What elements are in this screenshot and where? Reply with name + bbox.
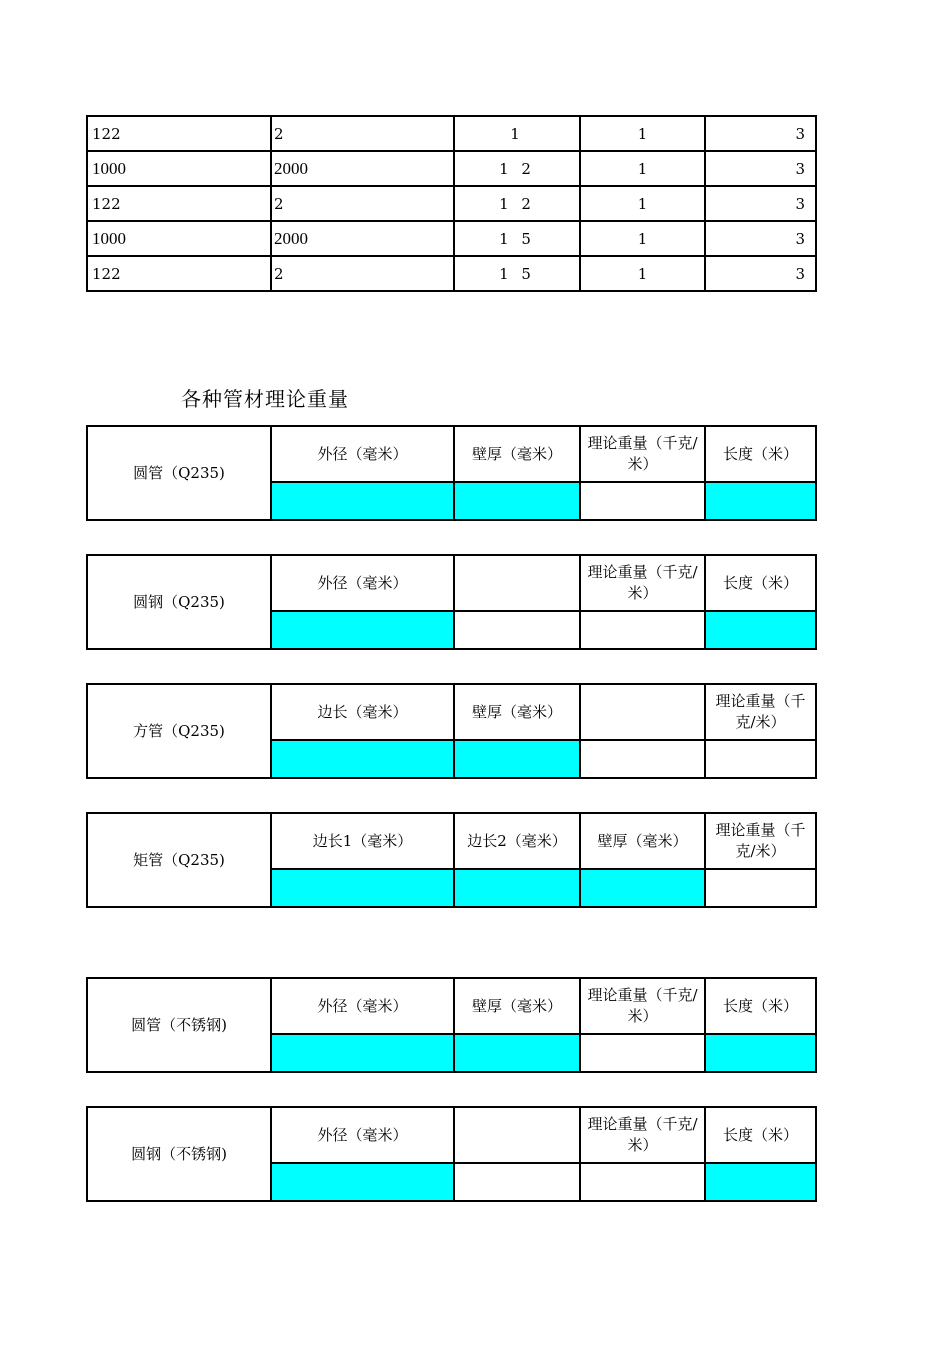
table-cell[interactable]: 3 xyxy=(705,186,816,221)
header-cell: 壁厚（毫米） xyxy=(454,978,580,1034)
table-cell[interactable]: 1 xyxy=(580,186,705,221)
header-cell: 理论重量（千克/米） xyxy=(580,978,705,1034)
table-cell[interactable]: 2 xyxy=(271,186,454,221)
input-cell[interactable] xyxy=(705,482,816,520)
empty-cell xyxy=(580,740,705,778)
empty-cell xyxy=(454,611,580,649)
calculator-name: 圆管（不锈钢) xyxy=(87,978,271,1072)
input-cell[interactable] xyxy=(271,740,454,778)
header-cell: 边长（毫米） xyxy=(271,684,454,740)
input-cell[interactable] xyxy=(454,1034,580,1072)
result-cell xyxy=(705,740,816,778)
header-cell: 外径（毫米） xyxy=(271,555,454,611)
calculator-name: 圆钢（不锈钢) xyxy=(87,1107,271,1201)
input-cell[interactable] xyxy=(271,1163,454,1201)
calculator-name: 圆管（Q235) xyxy=(87,426,271,520)
table-cell[interactable]: 1 xyxy=(580,256,705,291)
table-row xyxy=(87,256,816,291)
calculator-round-pipe-q235 xyxy=(86,425,817,521)
input-cell[interactable] xyxy=(271,869,454,907)
header-cell: 长度（米） xyxy=(705,426,816,482)
table-cell[interactable]: 2 xyxy=(271,116,454,151)
header-cell xyxy=(454,1107,580,1163)
empty-cell xyxy=(454,1163,580,1201)
header-cell: 壁厚（毫米） xyxy=(454,426,580,482)
table-cell[interactable]: 1000 xyxy=(87,151,271,186)
input-cell[interactable] xyxy=(271,482,454,520)
header-cell: 外径（毫米） xyxy=(271,426,454,482)
input-cell[interactable] xyxy=(580,869,705,907)
table-cell[interactable]: 1000 xyxy=(87,221,271,256)
result-cell xyxy=(580,611,705,649)
header-cell: 理论重量（千克/米） xyxy=(580,426,705,482)
input-cell[interactable] xyxy=(271,611,454,649)
input-cell[interactable] xyxy=(705,611,816,649)
table-cell[interactable]: 3 xyxy=(705,151,816,186)
header-cell: 长度（米） xyxy=(705,978,816,1034)
header-cell xyxy=(454,555,580,611)
header-cell: 外径（毫米） xyxy=(271,1107,454,1163)
table-row xyxy=(87,221,816,256)
table-cell[interactable]: 122 xyxy=(87,256,271,291)
table-cell[interactable]: 1 5 xyxy=(454,221,580,256)
header-cell: 外径（毫米） xyxy=(271,978,454,1034)
header-cell: 边长2（毫米） xyxy=(454,813,580,869)
header-cell: 理论重量（千克/米） xyxy=(705,684,816,740)
result-cell xyxy=(705,869,816,907)
table-cell[interactable]: 1 xyxy=(580,151,705,186)
section-title: 各种管材理论重量 xyxy=(181,387,349,411)
calculator-square-pipe-q235 xyxy=(86,683,817,779)
header-cell: 长度（米） xyxy=(705,555,816,611)
input-cell[interactable] xyxy=(705,1034,816,1072)
header-cell: 壁厚（毫米） xyxy=(454,684,580,740)
input-cell[interactable] xyxy=(454,740,580,778)
table-cell[interactable]: 2 xyxy=(271,256,454,291)
table-cell[interactable]: 1 xyxy=(580,221,705,256)
result-cell xyxy=(580,1163,705,1201)
header-cell: 长度（米） xyxy=(705,1107,816,1163)
table-row xyxy=(87,151,816,186)
table-cell[interactable]: 3 xyxy=(705,221,816,256)
calculator-round-pipe-stainless xyxy=(86,977,817,1073)
table-cell[interactable]: 1 xyxy=(580,116,705,151)
result-cell xyxy=(580,482,705,520)
table-cell[interactable]: 1 2 xyxy=(454,151,580,186)
header-cell: 壁厚（毫米） xyxy=(580,813,705,869)
input-cell[interactable] xyxy=(705,1163,816,1201)
header-cell xyxy=(580,684,705,740)
result-cell xyxy=(580,1034,705,1072)
header-cell: 理论重量（千克/米） xyxy=(705,813,816,869)
calculator-rect-pipe-q235 xyxy=(86,812,817,908)
table-cell[interactable]: 2000 xyxy=(271,221,454,256)
input-cell[interactable] xyxy=(271,1034,454,1072)
table-cell[interactable]: 3 xyxy=(705,116,816,151)
header-cell: 边长1（毫米） xyxy=(271,813,454,869)
top-data-table xyxy=(86,115,817,292)
table-cell[interactable]: 1 5 xyxy=(454,256,580,291)
calculator-name: 圆钢（Q235) xyxy=(87,555,271,649)
table-row xyxy=(87,116,816,151)
calculator-name: 方管（Q235) xyxy=(87,684,271,778)
header-cell: 理论重量（千克/米） xyxy=(580,1107,705,1163)
calculator-name: 矩管（Q235) xyxy=(87,813,271,907)
input-cell[interactable] xyxy=(454,482,580,520)
calculator-round-bar-stainless xyxy=(86,1106,817,1202)
calculator-round-bar-q235 xyxy=(86,554,817,650)
header-cell: 理论重量（千克/米） xyxy=(580,555,705,611)
table-cell[interactable]: 1 2 xyxy=(454,186,580,221)
table-cell[interactable]: 1 xyxy=(454,116,580,151)
table-cell[interactable]: 122 xyxy=(87,186,271,221)
input-cell[interactable] xyxy=(454,869,580,907)
table-cell[interactable]: 122 xyxy=(87,116,271,151)
table-row xyxy=(87,186,816,221)
table-cell[interactable]: 2000 xyxy=(271,151,454,186)
table-cell[interactable]: 3 xyxy=(705,256,816,291)
